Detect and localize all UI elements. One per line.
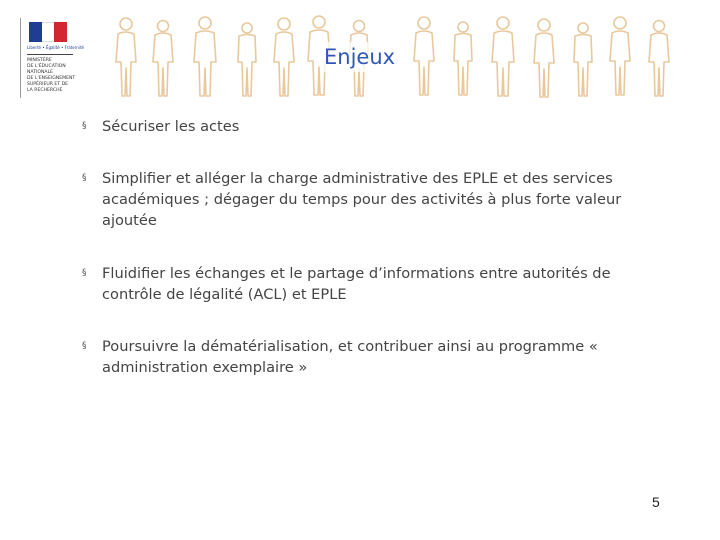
- bullet-item: [78, 263, 668, 305]
- logo-ministry-text: [27, 58, 75, 94]
- bullet-item: [78, 168, 668, 231]
- bullet-item: [78, 336, 668, 378]
- logo-motto: Liberté • Égalité • Fraternité: [27, 45, 84, 50]
- logo-line: SUPÉRIEUR ET DE: [27, 82, 69, 87]
- bullet-text: Poursuivre la dématérialisation, et contribuer ainsi au programme « administration exemplaire »: [102, 338, 598, 376]
- slide-title: Enjeux: [322, 42, 397, 72]
- logo-line: LA RECHERCHE: [27, 88, 63, 93]
- bullet-mark: §: [82, 121, 87, 131]
- logo-line: MINISTÈRE: [27, 58, 52, 63]
- bullet-text: Simplifier et alléger la charge administrative des EPLE et des services académiques ; dégager du temps pour des activités à plus forte valeur ajoutée: [102, 170, 622, 229]
- logo-line: DE L'ENSEIGNEMENT: [27, 76, 76, 81]
- ministry-logo: [20, 18, 84, 98]
- logo-line: DE L'ÉDUCATION: [27, 64, 66, 69]
- bullet-mark: §: [82, 268, 87, 278]
- bullet-mark: §: [82, 173, 87, 183]
- bullet-mark: §: [82, 341, 87, 351]
- bullet-item: [78, 116, 668, 137]
- page-number: 5: [652, 494, 660, 510]
- logo-divider: [27, 54, 73, 55]
- logo-line: NATIONALE: [27, 70, 54, 75]
- french-flag-icon: [29, 22, 67, 42]
- bullet-text: Sécuriser les actes: [102, 118, 240, 135]
- bullet-text: Fluidifier les échanges et le partage d’informations entre autorités de contrôle de légalité (ACL) et EPLE: [102, 265, 611, 303]
